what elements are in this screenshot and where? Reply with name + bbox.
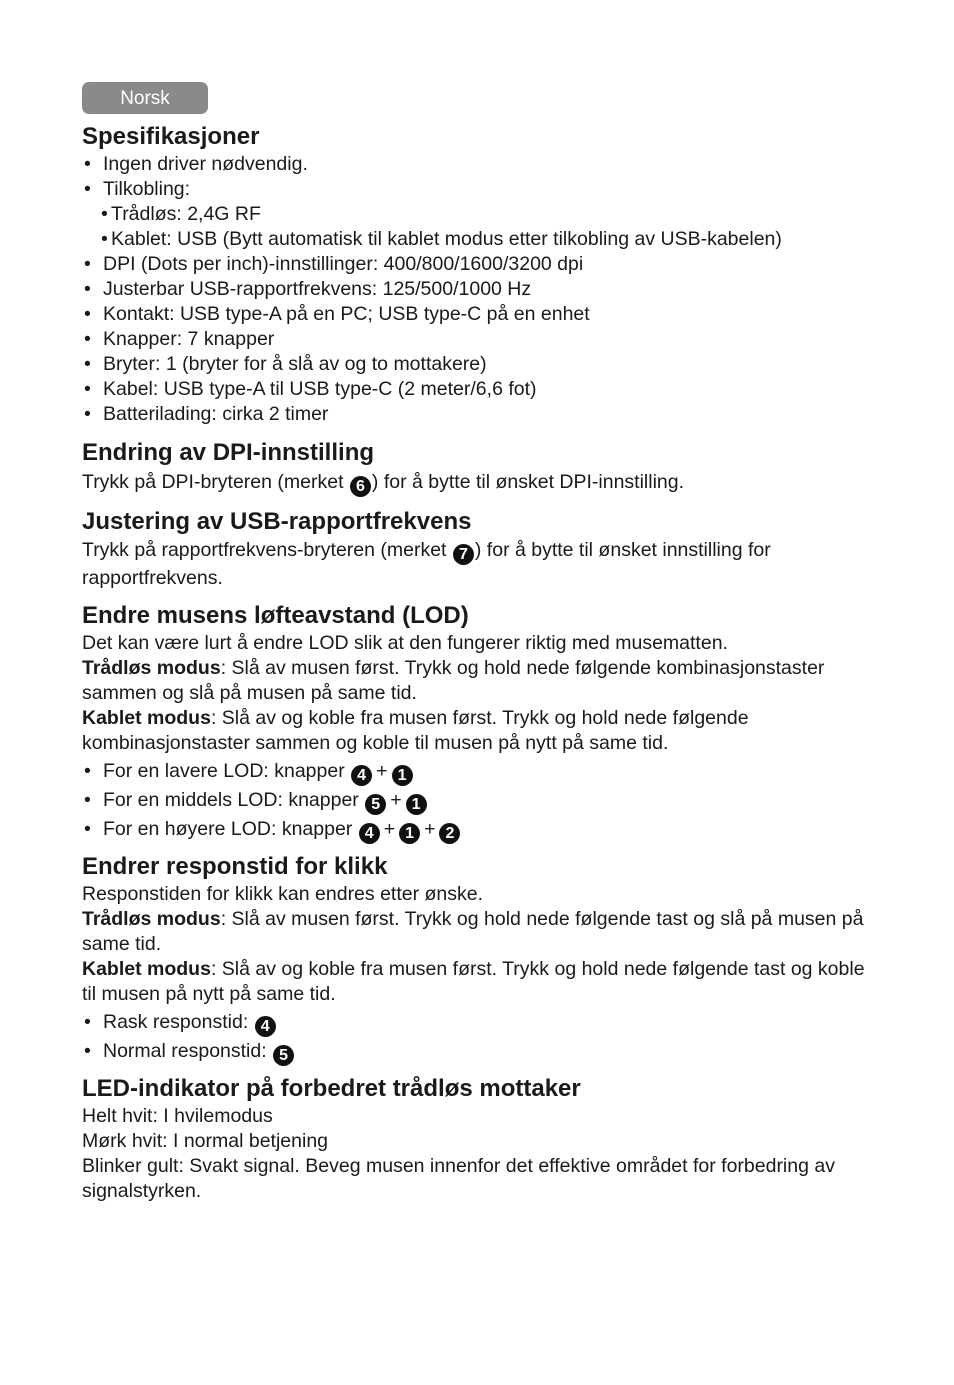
response-wired-mode (82, 957, 882, 1007)
plus-sign: + (383, 818, 396, 840)
button-number-badge: 5 (365, 794, 386, 815)
mode-label: Trådløs modus (82, 908, 221, 930)
section-title: Justering av USB-rapportfrekvens (82, 508, 472, 535)
list-item: • Kablet: USB (Bytt automatisk til kablet modus etter tilkobling av USB-kabelen) (101, 227, 882, 252)
response-intro: Responstiden for klikk kan endres etter ønske. (82, 883, 484, 905)
text-segment: For en middels LOD: knapper (103, 789, 365, 811)
list-item (82, 757, 882, 786)
section-title: Endring av DPI-innstilling (82, 439, 375, 466)
led-indicator-section (82, 1074, 882, 1204)
usb-rate-section (82, 507, 882, 591)
button-number-badge: 4 (351, 765, 372, 786)
button-number-badge: 2 (439, 823, 460, 844)
lod-wired-mode (82, 706, 882, 756)
plus-sign: + (376, 760, 388, 782)
response-time-section (82, 852, 882, 1066)
button-number-badge: 7 (453, 544, 474, 565)
dpi-instruction (82, 470, 882, 497)
led-blinking-yellow: Blinker gult: Svakt signal. Beveg musen innenfor det effektive området for forbedring av signalstyrken. (82, 1155, 835, 1202)
button-number-badge: 6 (350, 476, 371, 497)
list-item: • Trådløs: 2,4G RF (101, 202, 882, 227)
list-item (82, 1037, 882, 1066)
text-segment: ) for å bytte til ønsket DPI-innstilling. (371, 471, 685, 493)
lod-section (82, 601, 882, 844)
button-number-badge: 1 (399, 823, 420, 844)
text-segment: For en lavere LOD: knapper (103, 760, 351, 782)
text-segment: Trykk på rapportfrekvens-bryteren (merket (82, 539, 452, 561)
text-segment: : Slå av og koble fra musen først. Trykk og hold nede følgende kombinasjonstaster sammen og koble til musen på nytt på same tid. (82, 707, 749, 754)
plus-sign: + (424, 818, 436, 840)
button-number-badge: 4 (255, 1016, 276, 1037)
lod-combination-list (82, 757, 882, 844)
connection-sublist (101, 202, 882, 252)
text-segment: : Slå av og koble fra musen først. Trykk og hold nede følgende tast og koble til musen på nytt på same tid. (82, 958, 865, 1005)
section-title: Endrer responstid for klikk (82, 853, 388, 880)
text-segment: Trykk på DPI-bryteren (merket (82, 471, 349, 493)
dpi-section (82, 438, 882, 497)
mode-label: Trådløs modus (82, 657, 221, 679)
button-number-badge: 5 (273, 1045, 294, 1066)
specifications-section (82, 122, 882, 427)
list-item: • Bryter: 1 (bryter for å slå av og to mottakere) (82, 352, 882, 377)
list-item: • Ingen driver nødvendig. (82, 152, 882, 177)
section-title: LED-indikator på forbedret trådløs mottaker (82, 1075, 581, 1102)
led-dark-white: Mørk hvit: I normal betjening (82, 1130, 329, 1152)
list-item (82, 786, 882, 815)
button-number-badge: 1 (406, 794, 427, 815)
response-wireless-mode (82, 907, 882, 957)
text-segment: : Slå av musen først. Trykk og hold nede følgende tast og slå på musen på same tid. (82, 908, 864, 955)
text-segment: Rask responstid: (103, 1011, 254, 1033)
text-segment: For en høyere LOD: knapper (103, 818, 358, 840)
lod-wireless-mode (82, 656, 882, 706)
mode-label: Kablet modus (82, 707, 211, 729)
list-item: • Kabel: USB type-A til USB type-C (2 meter/6,6 fot) (82, 377, 882, 402)
text-segment: ) for å bytte til ønsket innstilling for rapportfrekvens. (82, 539, 771, 589)
list-item (82, 177, 882, 252)
section-title: Endre musens løfteavstand (LOD) (82, 602, 469, 629)
text-segment: : Slå av musen først. Trykk og hold nede følgende kombinasjonstaster sammen og slå på musen på same tid. (82, 657, 825, 704)
usb-rate-instruction (82, 537, 882, 591)
list-item (82, 815, 882, 844)
lod-intro: Det kan være lurt å endre LOD slik at den fungerer riktig med musematten. (82, 632, 728, 654)
list-item: • Knapper: 7 knapper (82, 327, 882, 352)
list-item: • Kontakt: USB type-A på en PC; USB type-C på en enhet (82, 302, 882, 327)
button-number-badge: 4 (359, 823, 380, 844)
list-item: • DPI (Dots per inch)-innstillinger: 400/800/1600/3200 dpi (82, 252, 882, 277)
spec-list (82, 152, 882, 427)
section-title: Spesifikasjoner (82, 123, 260, 150)
mode-label: Kablet modus (82, 958, 211, 980)
button-number-badge: 1 (392, 765, 413, 786)
language-tab: Norsk (82, 82, 208, 114)
list-item: • Justerbar USB-rapportfrekvens: 125/500/1000 Hz (82, 277, 882, 302)
manual-page (82, 82, 882, 1204)
plus-sign: + (390, 789, 402, 811)
led-solid-white: Helt hvit: I hvilemodus (82, 1105, 273, 1127)
list-item (82, 1008, 882, 1037)
text-segment: Normal responstid: (103, 1040, 273, 1062)
list-item: • Batterilading: cirka 2 timer (82, 402, 882, 427)
response-key-list (82, 1008, 882, 1066)
list-item-text: Tilkobling: (103, 178, 191, 200)
